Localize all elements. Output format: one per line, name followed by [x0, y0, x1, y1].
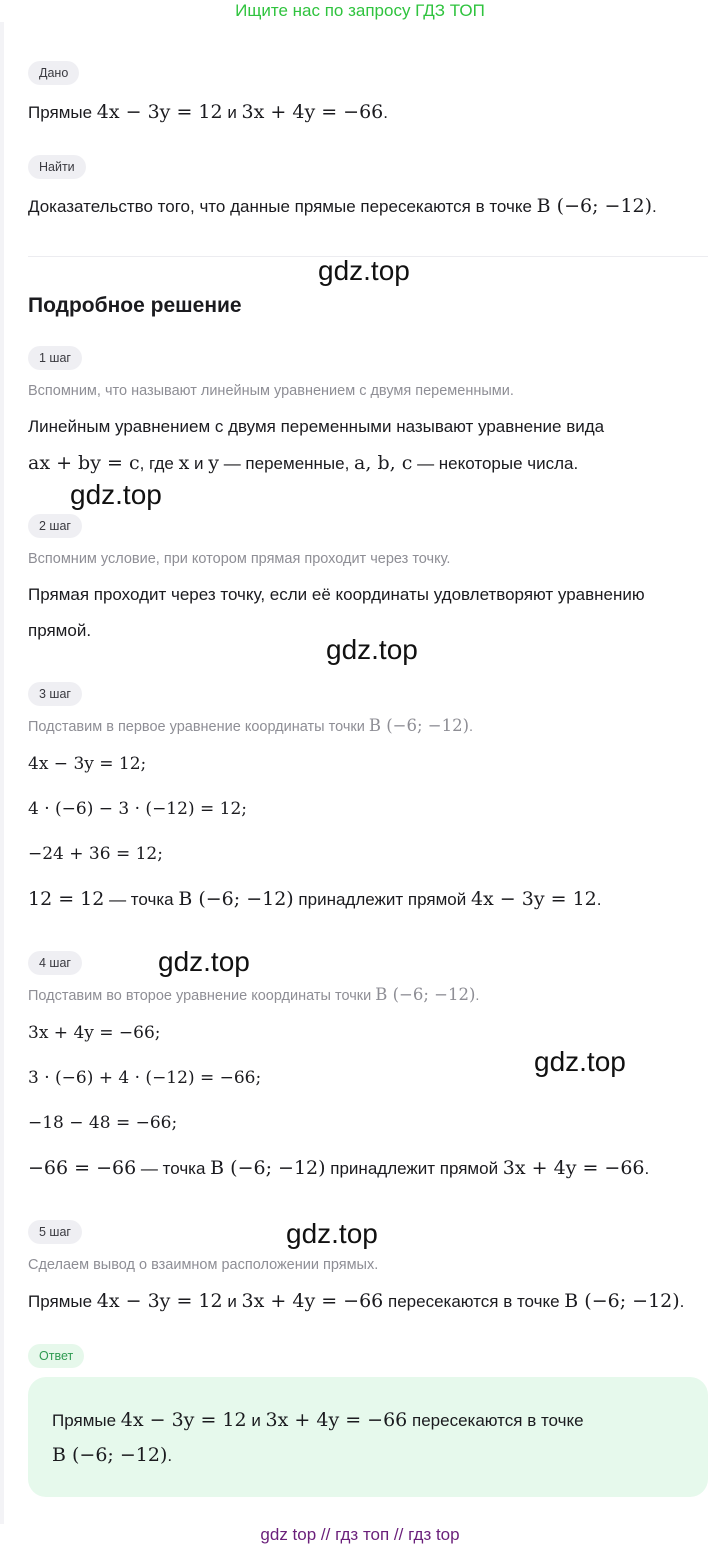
find-end: . — [652, 197, 657, 216]
section-heading: Подробное решение — [28, 294, 242, 317]
equation-1: 4x − 3y = 12 — [96, 1290, 223, 1312]
text: Прямые — [28, 1292, 97, 1311]
point-b: B (−6; −12) — [52, 1444, 168, 1466]
text: и — [246, 1411, 266, 1430]
equality: −66 = −66 — [28, 1157, 137, 1179]
watermark: gdz.top — [158, 946, 250, 977]
equation-2: 3x + 4y = −66 — [502, 1157, 645, 1179]
text: и — [222, 1292, 242, 1311]
find-prefix: Доказательство того, что данные прямые пересекаются в точке — [28, 197, 537, 216]
footer-links[interactable]: gdz top // гдз топ // гдз top — [260, 1525, 460, 1544]
step-2-hint: Вспомним условие, при котором прямая проходит через точку. — [28, 551, 451, 567]
hint-end: . — [469, 719, 474, 735]
find-text — [28, 191, 657, 222]
text: пересекаются в точке — [383, 1292, 565, 1311]
answer-line-2 — [52, 1438, 584, 1473]
point-b: B (−6; −12) — [536, 195, 653, 217]
equation-1: 4x − 3y = 12 — [120, 1409, 247, 1431]
step-1-badge: 1 шаг — [28, 346, 82, 370]
text: — точка — [136, 1159, 211, 1178]
step-3-eq-1: 4x − 3y = 12; — [28, 754, 147, 774]
given-badge: Дано — [28, 61, 79, 85]
find-badge: Найти — [28, 155, 86, 179]
text: . — [596, 890, 602, 909]
point-b: B (−6; −12) — [375, 985, 476, 1004]
equation-2: 3x + 4y = −66 — [265, 1409, 408, 1431]
text: принадлежит прямой — [293, 890, 471, 909]
step-1-hint: Вспомним, что называют линейным уравнением с двумя переменными. — [28, 383, 514, 399]
step-4-eq-2: 3 · (−6) + 4 · (−12) = −66; — [28, 1068, 262, 1088]
var-x: x — [178, 452, 190, 474]
point-b: B (−6; −12) — [368, 716, 470, 735]
equation-2: 3x + 4y = −66 — [241, 101, 384, 123]
point-b: B (−6; −12) — [210, 1157, 326, 1179]
step-3-eq-3: −24 + 36 = 12; — [28, 844, 163, 864]
step-1-line-2 — [28, 448, 578, 479]
equation-2: 3x + 4y = −66 — [241, 1290, 384, 1312]
text: принадлежит прямой — [325, 1159, 503, 1178]
given-end: . — [383, 103, 389, 122]
step-3-eq-2: 4 · (−6) − 3 · (−12) = 12; — [28, 799, 247, 819]
step-3-badge: 3 шаг — [28, 682, 82, 706]
step-4-hint — [28, 985, 479, 1006]
text: , где — [139, 454, 179, 473]
answer-box — [28, 1377, 708, 1497]
text: — некоторые числа. — [412, 454, 579, 473]
step-4-badge: 4 шаг — [28, 951, 82, 975]
text: . — [679, 1292, 685, 1311]
step-2-badge: 2 шаг — [28, 514, 82, 538]
answer-badge: Ответ — [28, 1344, 84, 1368]
step-4-conclusion — [28, 1153, 649, 1184]
watermark: gdz.top — [70, 479, 162, 510]
watermark: gdz.top — [326, 634, 418, 665]
text: и — [189, 454, 209, 473]
step-3-conclusion — [28, 884, 602, 915]
step-4-eq-1: 3x + 4y = −66; — [28, 1023, 161, 1043]
step-2-line-2: прямой. — [28, 621, 92, 640]
coefficients: a, b, c — [354, 452, 413, 474]
text: — точка — [104, 890, 179, 909]
left-border — [0, 22, 4, 1524]
step-3-hint — [28, 716, 473, 737]
text: — переменные, — [218, 454, 355, 473]
given-prefix: Прямые — [28, 103, 97, 122]
point-b: B (−6; −12) — [564, 1290, 680, 1312]
given-text — [28, 97, 388, 128]
watermark: gdz.top — [534, 1046, 626, 1077]
step-5-hint: Сделаем вывод о взаимном расположении прямых. — [28, 1257, 379, 1273]
var-y: y — [208, 452, 219, 474]
watermark: gdz.top — [286, 1218, 378, 1249]
equation-1: 4x − 3y = 12 — [470, 888, 597, 910]
answer-line-1 — [52, 1403, 584, 1438]
equality: 12 = 12 — [28, 888, 105, 910]
step-5-conclusion — [28, 1286, 684, 1317]
linear-equation: ax + by = c — [28, 452, 140, 474]
step-2-line-1: Прямая проходит через точку, если её координаты удовлетворяют уравнению — [28, 585, 645, 604]
text: . — [644, 1159, 650, 1178]
watermark: gdz.top — [318, 255, 410, 286]
search-banner[interactable]: Ищите нас по запросу ГДЗ ТОП — [235, 1, 485, 20]
text: . — [167, 1446, 173, 1465]
equation-1: 4x − 3y = 12 — [96, 101, 223, 123]
given-and: и — [222, 103, 242, 122]
hint-text: Подставим в первое уравнение координаты точки — [28, 719, 369, 735]
step-4-eq-3: −18 − 48 = −66; — [28, 1113, 178, 1133]
hint-text: Подставим во второе уравнение координаты точки — [28, 988, 376, 1004]
text: пересекаются в точке — [407, 1411, 584, 1430]
point-b: B (−6; −12) — [178, 888, 294, 910]
step-1-line-1: Линейным уравнением с двумя переменными называют уравнение вида — [28, 417, 605, 436]
hint-end: . — [475, 988, 480, 1004]
step-5-badge: 5 шаг — [28, 1220, 82, 1244]
answer-text — [52, 1403, 584, 1473]
text: Прямые — [52, 1411, 121, 1430]
